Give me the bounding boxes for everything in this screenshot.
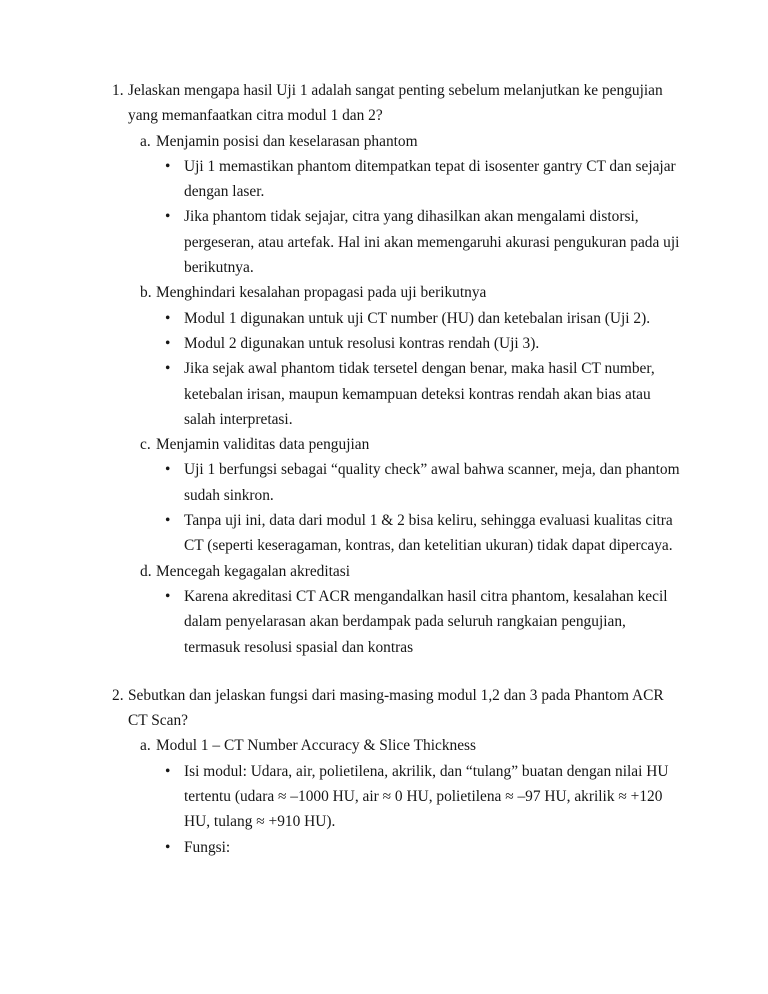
question-1 <box>112 78 680 660</box>
bullet-item <box>112 306 680 331</box>
sub-item-2a <box>112 733 680 758</box>
question-1-number: 1. <box>112 82 124 99</box>
sub-item-1b-letter: b. <box>140 284 152 302</box>
bullet-text: Modul 2 digunakan untuk resolusi kontras rendah (Uji 3). <box>184 334 540 352</box>
sub-item-2a-letter: a. <box>140 737 151 755</box>
question-2 <box>112 683 680 860</box>
sub-item-1b <box>112 280 680 305</box>
sub-item-1c-text: Menjamin validitas data pengujian <box>156 436 370 454</box>
bullet-item <box>112 154 680 205</box>
bullet-item <box>112 204 680 280</box>
bullet-marker: • <box>165 838 171 856</box>
bullet-item <box>112 759 680 835</box>
bullet-marker: • <box>165 512 171 530</box>
question-1-heading <box>112 78 680 129</box>
bullet-item <box>112 835 680 860</box>
bullet-marker: • <box>165 762 171 780</box>
bullet-text: Isi modul: Udara, air, polietilena, akrilik, dan “tulang” buatan dengan nilai HU tertentu (udara ≈ –1000 HU, air ≈ 0 HU, polietilena ≈ –97 HU, akrilik ≈ +120 HU, tulang ≈ +910 HU). <box>184 762 669 831</box>
sub-item-1a-text: Menjamin posisi dan keselarasan phantom <box>156 132 418 150</box>
bullet-text: Modul 1 digunakan untuk uji CT number (HU) dan ketebalan irisan (Uji 2). <box>184 309 651 327</box>
sub-item-1c <box>112 432 680 457</box>
bullet-marker: • <box>165 360 171 378</box>
sub-item-1d-text: Mencegah kegagalan akreditasi <box>156 562 350 580</box>
sub-item-1a <box>112 129 680 154</box>
bullet-marker: • <box>165 587 171 605</box>
sub-item-1b-text: Menghindari kesalahan propagasi pada uji berikutnya <box>156 284 487 302</box>
question-2-number: 2. <box>112 686 124 704</box>
bullet-marker: • <box>165 334 171 352</box>
sub-item-1c-letter: c. <box>140 436 151 454</box>
sub-item-1a-letter: a. <box>140 132 151 150</box>
sub-item-1d-letter: d. <box>140 562 152 580</box>
question-2-text: Sebutkan dan jelaskan fungsi dari masing-masing modul 1,2 dan 3 pada Phantom ACR CT Scan? <box>128 686 664 730</box>
bullet-marker: • <box>165 208 171 226</box>
bullet-text: Karena akreditasi CT ACR mengandalkan hasil citra phantom, kesalahan kecil dalam penyelarasan akan berdampak pada seluruh rangkaian pengujian, termasuk resolusi spasial dan kontras <box>184 587 668 656</box>
sub-item-1d <box>112 559 680 584</box>
bullet-item <box>112 356 680 432</box>
bullet-marker: • <box>165 309 171 327</box>
bullet-marker: • <box>165 157 171 175</box>
bullet-text: Uji 1 memastikan phantom ditempatkan tepat di isosenter gantry CT dan sejajar dengan laser. <box>184 157 676 201</box>
bullet-marker: • <box>165 461 171 479</box>
bullet-item <box>112 584 680 660</box>
bullet-text: Fungsi: <box>184 838 231 856</box>
question-2-heading <box>112 683 680 734</box>
sub-item-2a-text: Modul 1 – CT Number Accuracy & Slice Thickness <box>156 737 477 755</box>
bullet-text: Jika sejak awal phantom tidak tersetel dengan benar, maka hasil CT number, ketebalan irisan, maupun kemampuan deteksi kontras rendah akan bias atau salah interpretasi. <box>184 360 655 428</box>
question-1-text: Jelaskan mengapa hasil Uji 1 adalah sangat penting sebelum melanjutkan ke pengujian yang memanfaatkan citra modul 1 dan 2? <box>128 82 663 125</box>
bullet-item <box>112 457 680 508</box>
bullet-item <box>112 508 680 559</box>
bullet-text: Tanpa uji ini, data dari modul 1 & 2 bisa keliru, sehingga evaluasi kualitas citra CT (seperti keseragaman, kontras, dan ketelitian ukuran) tidak dapat dipercaya. <box>184 512 673 555</box>
bullet-text: Uji 1 berfungsi sebagai “quality check” awal bahwa scanner, meja, dan phantom sudah sinkron. <box>184 461 680 504</box>
bullet-item <box>112 331 680 356</box>
bullet-text: Jika phantom tidak sejajar, citra yang dihasilkan akan mengalami distorsi, pergeseran, atau artefak. Hal ini akan memengaruhi akurasi pengukuran pada uji berikutnya. <box>184 208 680 277</box>
